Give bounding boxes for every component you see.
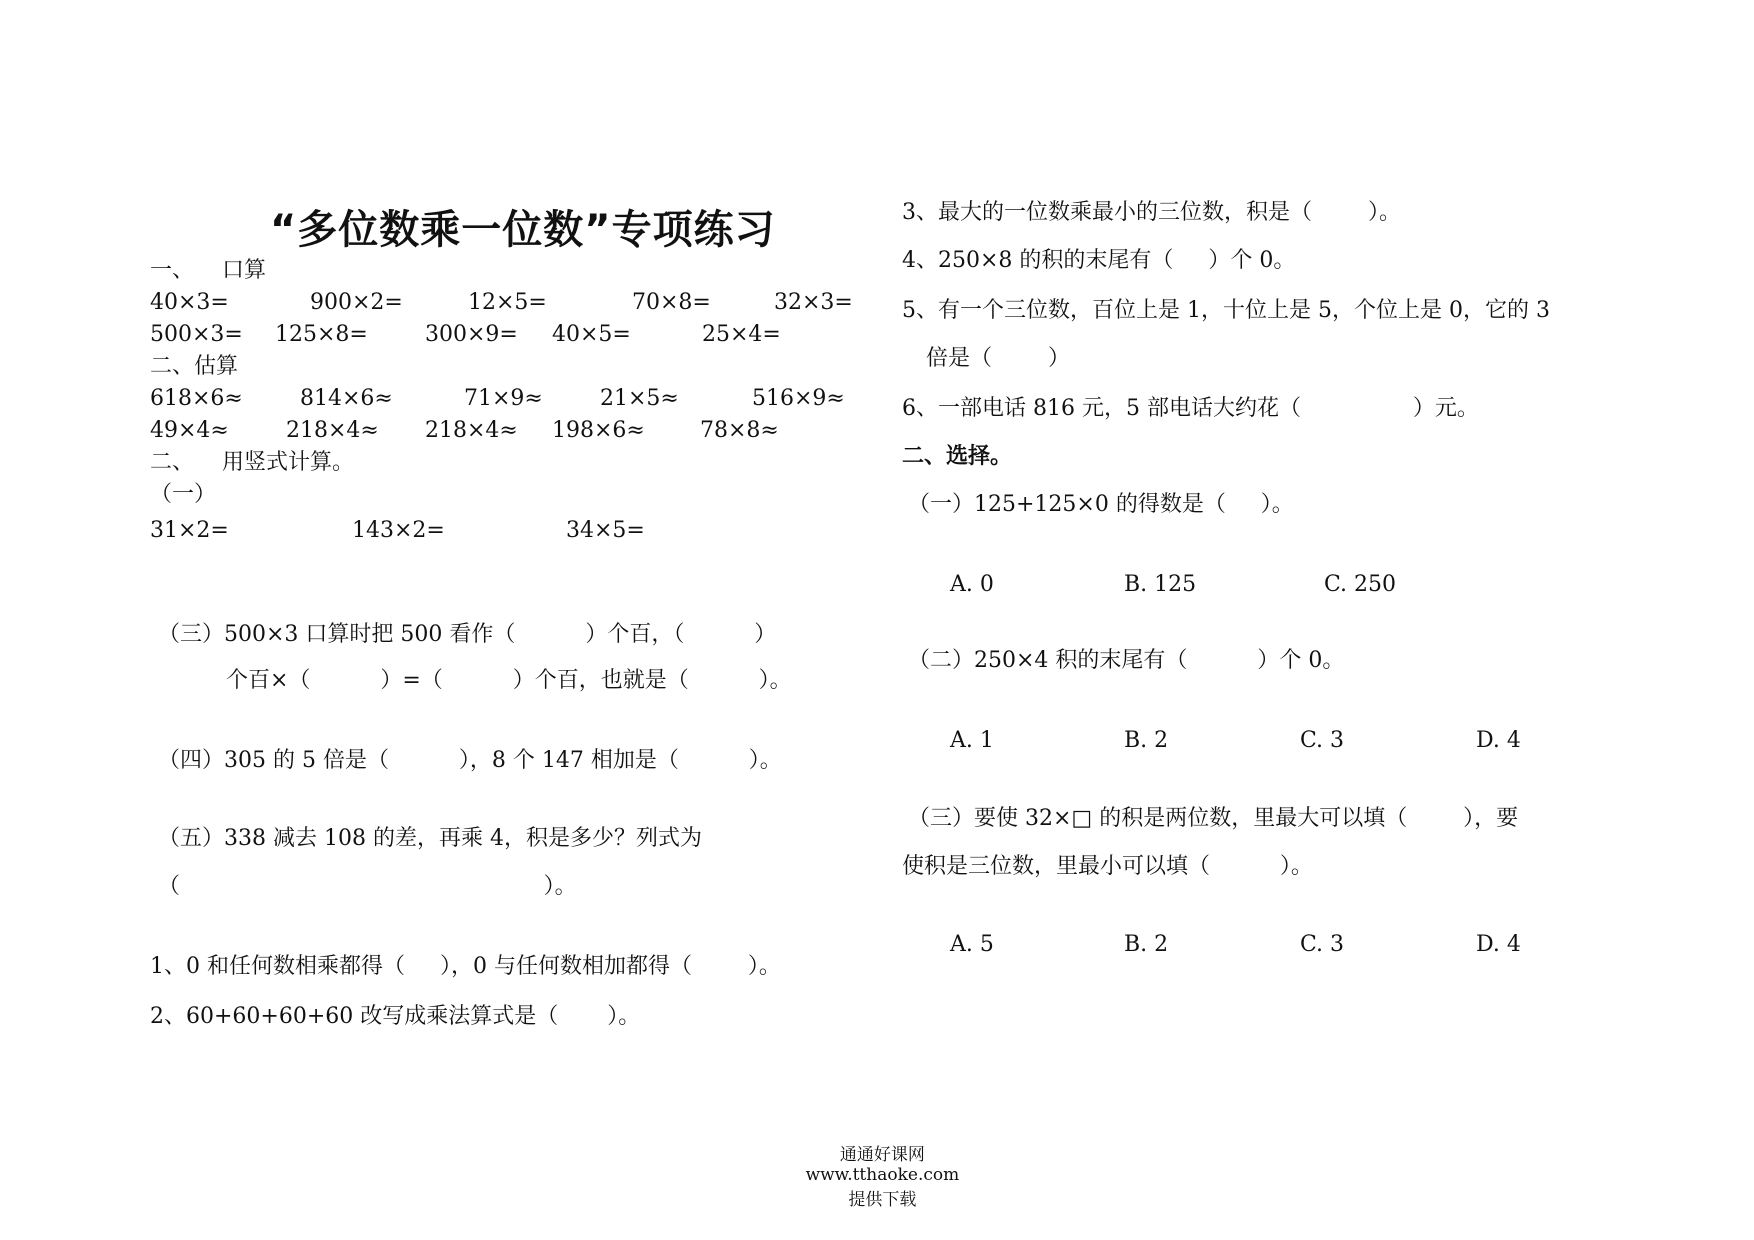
choice-option: A. 5 bbox=[950, 932, 994, 957]
choice-option: D. 4 bbox=[1476, 932, 1521, 957]
oral-item: 12×5= bbox=[468, 290, 547, 315]
vertical-item: 34×5= bbox=[566, 518, 645, 543]
oral-item: 900×2= bbox=[310, 290, 403, 315]
estimate-item: 218×4≈ bbox=[425, 418, 518, 443]
vertical-item: 31×2= bbox=[150, 518, 229, 543]
vertical-item: 143×2= bbox=[352, 518, 445, 543]
fill-question-6: 6、一部电话 816 元，5 部电话大约花（ ）元。 bbox=[902, 396, 1479, 421]
oral-item: 40×3= bbox=[150, 290, 229, 315]
choice-option: B. 2 bbox=[1124, 932, 1169, 957]
subsection-label: （一） bbox=[150, 482, 217, 507]
section-oral-heading: 一、 口算 bbox=[150, 258, 266, 283]
choice-option: C. 250 bbox=[1324, 572, 1397, 597]
choice-question-1: （一）125+125×0 的得数是（ ）。 bbox=[908, 492, 1294, 517]
estimate-item: 218×4≈ bbox=[286, 418, 379, 443]
estimate-item: 618×6≈ bbox=[150, 386, 243, 411]
footer-download: 提供下载 bbox=[848, 1190, 917, 1210]
question-4: （四）305 的 5 倍是（ ），8 个 147 相加是（ ）。 bbox=[158, 748, 782, 773]
fill-question-4: 4、250×8 的积的末尾有（ ）个 0。 bbox=[902, 248, 1296, 273]
choice-option: A. 0 bbox=[950, 572, 994, 597]
oral-item: 70×8= bbox=[632, 290, 711, 315]
fill-question-3: 3、最大的一位数乘最小的三位数，积是（ ）。 bbox=[902, 200, 1401, 225]
footer-url[interactable]: www.tthaoke.com bbox=[805, 1165, 960, 1185]
choice-option: C. 3 bbox=[1300, 728, 1345, 753]
question-3-line2: 个百×（ ）=（ ）个百，也就是（ ）。 bbox=[226, 668, 792, 693]
estimate-item: 814×6≈ bbox=[300, 386, 393, 411]
choice-option: B. 125 bbox=[1124, 572, 1197, 597]
fill-question-1: 1、0 和任何数相乘都得（ ），0 与任何数相加都得（ ）。 bbox=[150, 954, 781, 979]
choice-question-3-line1: （三）要使 32×□ 的积是两位数，里最大可以填（ ），要 bbox=[908, 806, 1519, 831]
estimate-item: 78×8≈ bbox=[700, 418, 779, 443]
section-vertical-heading: 二、 用竖式计算。 bbox=[150, 450, 354, 475]
oral-item: 32×3= bbox=[774, 290, 853, 315]
choice-question-2: （二）250×4 积的末尾有（ ）个 0。 bbox=[908, 648, 1345, 673]
page-footer bbox=[0, 1120, 1754, 1210]
estimate-item: 198×6≈ bbox=[552, 418, 645, 443]
choice-option: A. 1 bbox=[950, 728, 994, 753]
choice-option: C. 3 bbox=[1300, 932, 1345, 957]
choice-question-3-line2: 使积是三位数，里最小可以填（ ）。 bbox=[902, 854, 1313, 879]
estimate-item: 49×4≈ bbox=[150, 418, 229, 443]
choice-option: D. 4 bbox=[1476, 728, 1521, 753]
oral-item: 25×4= bbox=[702, 322, 781, 347]
choice-heading: 二、选择。 bbox=[902, 444, 1013, 469]
question-3-line1: （三）500×3 口算时把 500 看作（ ）个百，（ ） bbox=[158, 622, 777, 647]
question-5-line1: （五）338 减去 108 的差，再乘 4，积是多少？列式为 bbox=[158, 826, 702, 851]
oral-item: 500×3= bbox=[150, 322, 243, 347]
fill-question-5-line1: 5、有一个三位数，百位上是 1，十位上是 5，个位上是 0，它的 3 bbox=[902, 298, 1550, 323]
question-5-line2: （ ）。 bbox=[158, 874, 577, 899]
oral-item: 125×8= bbox=[275, 322, 368, 347]
fill-question-2: 2、60+60+60+60 改写成乘法算式是（ ）。 bbox=[150, 1004, 641, 1029]
estimate-item: 71×9≈ bbox=[464, 386, 543, 411]
oral-item: 300×9= bbox=[425, 322, 518, 347]
estimate-item: 21×5≈ bbox=[600, 386, 679, 411]
fill-question-5-line2: 倍是（ ） bbox=[926, 346, 1070, 371]
page-title: “多位数乘一位数”专项练习 bbox=[270, 207, 776, 253]
section-estimate-heading: 二、估算 bbox=[150, 354, 239, 379]
footer-site-name: 通通好课网 bbox=[839, 1145, 925, 1165]
choice-option: B. 2 bbox=[1124, 728, 1169, 753]
oral-item: 40×5= bbox=[552, 322, 631, 347]
estimate-item: 516×9≈ bbox=[752, 386, 845, 411]
